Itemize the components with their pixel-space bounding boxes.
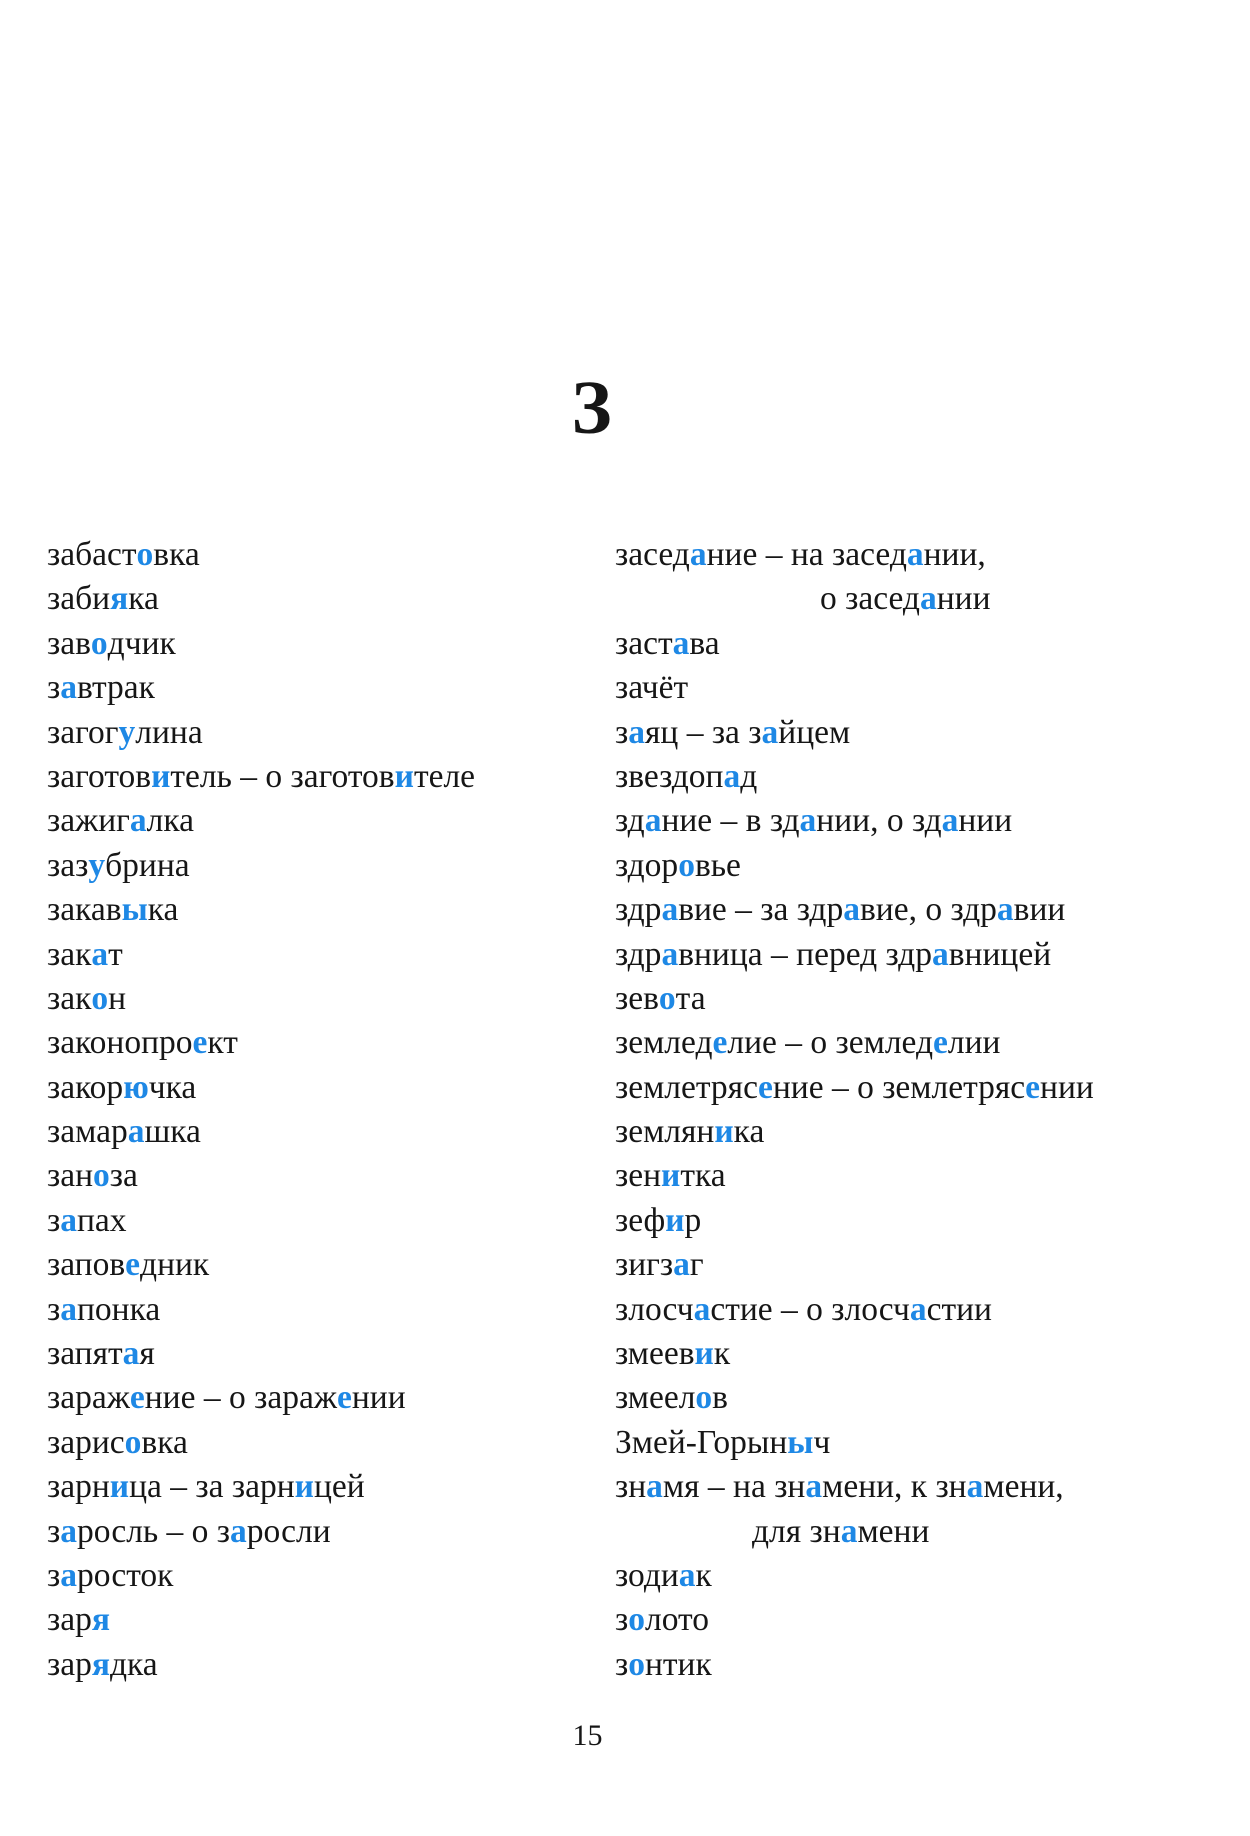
accent-letter: а bbox=[919, 580, 937, 618]
word-entry: заседание – на заседании, bbox=[615, 536, 986, 573]
accent-letter: е bbox=[933, 1024, 948, 1062]
accent-letter: а bbox=[628, 713, 645, 751]
accent-letter: а bbox=[127, 1113, 145, 1151]
accent-letter: а bbox=[60, 669, 77, 707]
word-entry: замарашка bbox=[47, 1113, 201, 1151]
word-entry: закавыка bbox=[47, 891, 179, 929]
accent-letter: о bbox=[628, 1601, 645, 1639]
accent-letter: ю bbox=[123, 1068, 149, 1106]
word-entry: запах bbox=[47, 1201, 127, 1239]
word-entry: закорючка bbox=[47, 1068, 197, 1106]
word-entry: зодиак bbox=[615, 1556, 712, 1594]
accent-letter: а bbox=[673, 1246, 690, 1284]
word-entry: зефир bbox=[615, 1201, 702, 1239]
accent-letter: и bbox=[661, 1157, 681, 1195]
word-entry: зонтик bbox=[615, 1645, 712, 1683]
accent-letter: о bbox=[628, 1645, 645, 1683]
word-entry: золото bbox=[615, 1601, 709, 1639]
accent-letter: и bbox=[714, 1113, 734, 1151]
accent-letter: ы bbox=[787, 1423, 814, 1461]
accent-letter: е bbox=[712, 1024, 728, 1062]
left-word-column bbox=[47, 533, 475, 1687]
word-entry: загогулина bbox=[47, 713, 203, 751]
accent-letter: о bbox=[124, 1423, 142, 1461]
accent-letter: а bbox=[723, 757, 741, 795]
word-entry: здравие – за здравие, о здравии bbox=[615, 891, 1066, 929]
right-word-column bbox=[615, 533, 1094, 1687]
word-entry: злосчастие – о злосчастии bbox=[615, 1290, 992, 1328]
word-entry: закат bbox=[47, 935, 123, 973]
accent-letter: а bbox=[843, 891, 860, 929]
accent-letter: а bbox=[672, 624, 690, 662]
word-entry: запятая bbox=[47, 1335, 155, 1373]
word-entry: забияка bbox=[47, 580, 159, 618]
word-entry: зазубрина bbox=[47, 846, 190, 884]
accent-letter: а bbox=[761, 713, 779, 751]
word-entry: зигзаг bbox=[615, 1246, 704, 1284]
accent-letter: е bbox=[1025, 1068, 1041, 1106]
word-entry: знамя – на знамени, к знамени, bbox=[615, 1468, 1064, 1506]
accent-letter: а bbox=[661, 935, 679, 973]
word-entry: зарядка bbox=[47, 1645, 158, 1683]
word-entry: закон bbox=[47, 979, 127, 1017]
accent-letter: я bbox=[110, 580, 129, 618]
accent-letter: о bbox=[658, 979, 676, 1017]
word-entry: здоровье bbox=[615, 846, 741, 884]
word-entry: заготовитель – о заготовителе bbox=[47, 757, 476, 795]
word-entry: законопроект bbox=[47, 1024, 238, 1062]
word-entry: заросль – о заросли bbox=[47, 1512, 331, 1550]
accent-letter: я bbox=[91, 1645, 110, 1683]
accent-letter: о bbox=[90, 624, 108, 662]
letter-heading: З bbox=[571, 366, 612, 450]
word-entry: земледелие – о земледелии bbox=[615, 1024, 1001, 1062]
accent-letter: а bbox=[230, 1512, 247, 1550]
word-entry: зажигалка bbox=[47, 802, 195, 840]
accent-letter: о bbox=[136, 536, 154, 573]
accent-letter: а bbox=[60, 1201, 77, 1239]
accent-letter: а bbox=[693, 1290, 711, 1328]
accent-letter: о bbox=[695, 1379, 713, 1417]
accent-letter: а bbox=[840, 1512, 858, 1550]
accent-letter: у bbox=[118, 713, 136, 751]
word-entry: заноза bbox=[47, 1157, 138, 1195]
word-entry: звездопад bbox=[615, 757, 758, 795]
word-entry: заяц – за зайцем bbox=[615, 713, 851, 751]
word-entry: Змей-Горыныч bbox=[615, 1423, 831, 1461]
word-entry: змеевик bbox=[615, 1335, 731, 1373]
word-entry: зарисовка bbox=[47, 1423, 188, 1461]
accent-letter: а bbox=[129, 802, 147, 840]
accent-letter: а bbox=[931, 935, 949, 973]
word-entry: змеелов bbox=[615, 1379, 728, 1417]
accent-letter: и bbox=[394, 757, 414, 795]
word-entry: заводчик bbox=[47, 624, 176, 662]
word-entry: заря bbox=[47, 1601, 110, 1639]
page-number: 15 bbox=[572, 1719, 603, 1752]
accent-letter: а bbox=[689, 536, 707, 573]
accent-letter: е bbox=[129, 1379, 145, 1417]
accent-letter: о bbox=[93, 1157, 110, 1195]
word-entry: заражение – о заражении bbox=[47, 1379, 406, 1417]
word-entry: завтрак bbox=[47, 669, 155, 707]
word-entry: зенитка bbox=[615, 1157, 726, 1195]
accent-letter: а bbox=[941, 802, 959, 840]
accent-letter: а bbox=[678, 1556, 696, 1594]
word-entry: здравница – перед здравницей bbox=[615, 935, 1052, 973]
accent-letter: а bbox=[966, 1468, 984, 1506]
accent-letter: а bbox=[906, 536, 924, 573]
word-entry: земляника bbox=[615, 1113, 765, 1151]
word-entry: зачёт bbox=[615, 669, 689, 707]
accent-letter: и bbox=[694, 1335, 714, 1373]
word-entry: запонка bbox=[47, 1290, 161, 1328]
accent-letter: а bbox=[996, 891, 1014, 929]
accent-letter: а bbox=[122, 1335, 140, 1373]
accent-letter: е bbox=[125, 1246, 141, 1284]
accent-letter: а bbox=[60, 1512, 77, 1550]
accent-letter: а bbox=[661, 891, 679, 929]
word-entry: землетрясение – о землетрясении bbox=[615, 1068, 1094, 1106]
accent-letter: о bbox=[678, 846, 695, 884]
word-entry: заросток bbox=[47, 1556, 174, 1594]
accent-letter: ы bbox=[121, 891, 148, 929]
word-entry-continuation: о заседании bbox=[820, 580, 991, 618]
accent-letter: у bbox=[88, 846, 106, 884]
accent-letter: а bbox=[799, 802, 817, 840]
accent-letter: и bbox=[294, 1468, 314, 1506]
accent-letter: а bbox=[646, 1468, 663, 1506]
accent-letter: и bbox=[665, 1201, 685, 1239]
accent-letter: и bbox=[109, 1468, 130, 1506]
accent-letter: и bbox=[151, 757, 171, 795]
accent-letter: а bbox=[91, 935, 109, 973]
word-entry-continuation: для знамени bbox=[752, 1512, 930, 1550]
accent-letter: а bbox=[644, 802, 662, 840]
word-entry: зевота bbox=[615, 979, 706, 1017]
word-entry: заповедник bbox=[47, 1246, 210, 1284]
word-entry: зарница – за зарницей bbox=[47, 1468, 365, 1506]
accent-letter: о bbox=[91, 979, 109, 1017]
accent-letter: е bbox=[192, 1024, 208, 1062]
accent-letter: а bbox=[60, 1290, 77, 1328]
accent-letter: е bbox=[336, 1379, 352, 1417]
accent-letter: а bbox=[805, 1468, 823, 1506]
accent-letter: е bbox=[757, 1068, 773, 1106]
accent-letter: я bbox=[91, 1601, 110, 1639]
accent-letter: а bbox=[60, 1556, 77, 1594]
word-entry: забастовка bbox=[47, 536, 200, 573]
word-entry: здание – в здании, о здании bbox=[615, 802, 1013, 840]
accent-letter: а bbox=[909, 1290, 927, 1328]
word-entry: застава bbox=[615, 624, 720, 662]
